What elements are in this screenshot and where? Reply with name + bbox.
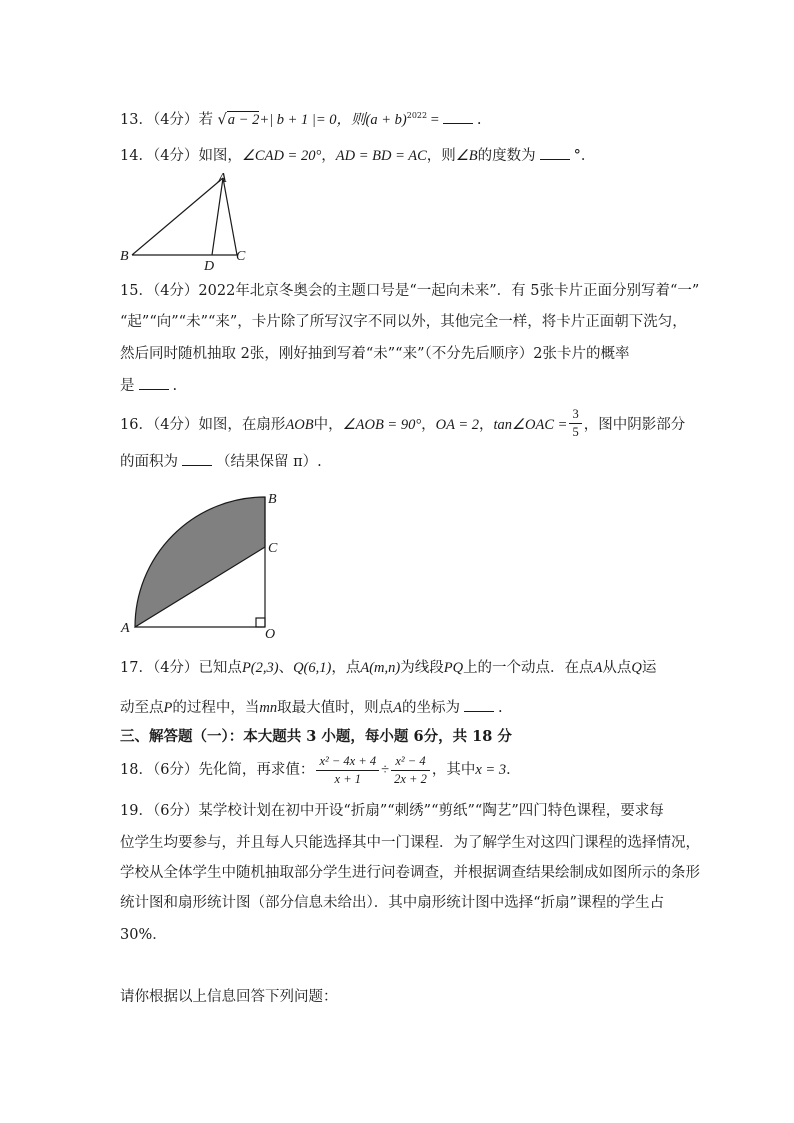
q17-text4: 上的一个动点．在点	[463, 660, 594, 676]
q16-sector: AOB	[285, 417, 314, 433]
sector-figure	[118, 488, 288, 643]
q16-sep2: ，	[479, 417, 494, 433]
q17-line2-b: 的过程中，当	[172, 700, 260, 716]
q18-f2-num: x² − 4	[391, 755, 430, 771]
q18-divide: ÷	[381, 762, 390, 778]
q14-answer-blank[interactable]	[540, 147, 570, 160]
question-19-line-3: 学校从全体学生中随机抽取部分学生进行问卷调查，并根据调查结果绘制成如图所示的条形	[120, 865, 700, 881]
q16-line2-end: （结果保留 π）.	[216, 454, 322, 470]
q17-text: 已知点	[198, 660, 242, 676]
q14-number: 14．（4分）	[120, 148, 199, 164]
q13-text: 若	[198, 112, 213, 128]
q16-tan: tan∠OAC =	[493, 417, 568, 433]
q15-answer-blank[interactable]	[139, 377, 169, 390]
question-15-line-4	[120, 377, 177, 394]
question-16	[120, 407, 686, 440]
q18-fraction-2	[391, 755, 430, 785]
q14-angle-b: ∠B	[455, 148, 478, 164]
question-19-line-5: 30%．	[120, 927, 167, 943]
vertex-a-label: A	[218, 171, 227, 186]
q17-text3: 为线段	[400, 660, 444, 676]
question-19-line-2: 位学生均要参与，并且每人只能选择其中一门课程．为了解学生对这四门课程的选择情况，	[120, 835, 700, 851]
q18-text: 先化简，再求值：	[198, 762, 315, 778]
q16-number: 16．（4分）	[120, 417, 199, 433]
q13-abs: +| b + 1 |= 0，则	[259, 112, 366, 128]
q14-text: 如图，	[198, 148, 242, 164]
q14-text3: 的度数为	[477, 148, 536, 164]
triangle-figure	[118, 168, 258, 273]
section-3-heading: 三、解答题（一）：本大题共 3 小题，每小题 6分，共 18 分	[120, 728, 512, 745]
point-b-label: B	[268, 492, 277, 507]
q17-text6: 运	[641, 660, 657, 676]
q14-equality: AD = BD = AC	[335, 148, 427, 164]
q18-number: 18．（6分）	[120, 762, 199, 778]
shaded-region	[135, 497, 265, 627]
question-16-line-2	[120, 453, 322, 470]
q16-sep: ，	[421, 417, 436, 433]
vertex-d-label: D	[204, 259, 215, 274]
q17-p: P	[163, 700, 173, 716]
side-ac	[223, 178, 237, 255]
q16-oa: OA = 2	[435, 417, 480, 433]
q14-angle: ∠CAD = 20°	[241, 148, 322, 164]
q16-text2: 中，	[313, 417, 343, 433]
point-c-label: C	[268, 541, 278, 556]
q18-f1-num: x² − 4x + 4	[316, 755, 379, 771]
q13-exponent: 2022	[406, 111, 428, 121]
answer-prompt: 请你根据以上信息回答下列问题：	[120, 989, 338, 1005]
q16-frac-den: 5	[572, 424, 579, 439]
q17-line2-a: 动至点	[120, 700, 164, 716]
q17-point-p: P(2,3)	[241, 660, 279, 676]
q17-point-q: Q(6,1)	[293, 660, 332, 676]
q16-text3: ，图中阴影部分	[583, 417, 686, 433]
q17-segment: PQ	[443, 660, 464, 676]
q16-text: 如图，在扇形	[198, 417, 286, 433]
q18-x-value: x = 3	[475, 762, 507, 778]
q16-fraction	[569, 408, 581, 438]
point-o-label: O	[265, 627, 276, 642]
q14-text2: ，则	[426, 148, 456, 164]
q17-a2: A	[393, 700, 402, 716]
q17-q: Q	[631, 660, 642, 676]
q18-fraction-1	[316, 755, 379, 785]
q13-answer-blank[interactable]	[443, 111, 473, 124]
side-ad	[212, 178, 223, 255]
question-15-line-2: “起”“向”“未”“来”，卡片除了所写汉字不同以外，其他完全一样，将卡片正面朝下洗匀，	[120, 314, 687, 330]
question-17	[120, 661, 656, 676]
q16-answer-blank[interactable]	[182, 453, 212, 466]
q17-line2-c: 取最大值时，则点	[277, 700, 394, 716]
q13-eq: =	[427, 112, 439, 128]
vertex-c-label: C	[236, 249, 246, 264]
q14-sep: ，	[321, 148, 336, 164]
q17-end: .	[497, 700, 503, 716]
q18-f1-den: x + 1	[334, 771, 362, 786]
q13-number: 13．（4分）	[120, 112, 199, 128]
q18-text2: ，其中	[431, 762, 476, 778]
q14-end: °．	[573, 148, 596, 164]
question-13: 13．（4分）若 √a − 2+| b + 1 |= 0，则$(a + b)^{2022}$ = .	[120, 111, 482, 128]
q17-answer-blank[interactable]	[464, 699, 494, 712]
q17-sep: 、	[278, 660, 294, 676]
question-18	[120, 755, 521, 785]
side-ab	[132, 178, 223, 255]
q18-end: ．	[506, 762, 521, 778]
q17-number: 17．（4分）	[120, 660, 199, 676]
q16-line2-text: 的面积为	[120, 454, 178, 470]
question-17-line-2	[120, 699, 503, 716]
q17-text2: ，点	[331, 660, 361, 676]
q17-a: A	[593, 660, 603, 676]
q16-angle: ∠AOB = 90°	[342, 417, 422, 433]
point-a-label: A	[121, 621, 130, 636]
vertex-b-label: B	[120, 249, 129, 264]
q15-end: .	[172, 378, 178, 394]
question-14	[120, 147, 595, 164]
q17-point-a: A(m,n)	[360, 660, 401, 676]
q18-f2-den: 2x + 2	[394, 771, 427, 786]
q13-expr: (a + b)	[365, 112, 407, 128]
q15-text: 是	[120, 378, 135, 394]
q13-end: .	[476, 112, 482, 128]
right-angle-mark	[256, 618, 265, 627]
question-19-line-1: 19．（6分）某学校计划在初中开设“折扇”“刺绣”“剪纸”“陶艺”四门特色课程，要求每	[120, 803, 664, 819]
q17-mn: mn	[259, 700, 278, 716]
question-19-line-4: 统计图和扇形统计图（部分信息未给出）．其中扇形统计图中选择“折扇”课程的学生占	[120, 895, 665, 911]
q17-text5: 从点	[602, 660, 632, 676]
question-15-line-3: 然后同时随机抽取 2张，刚好抽到写着“未”“来”（不分先后顺序）2张卡片的概率	[120, 346, 630, 362]
question-15-line-1: 15．（4分）2022年北京冬奥会的主题口号是“一起向未来”．有 5张卡片正面分别写着“一”	[120, 283, 700, 299]
q17-line2-d: 的坐标为	[401, 700, 460, 716]
q16-frac-num: 3	[569, 408, 581, 424]
q13-sqrt: a − 2	[227, 112, 260, 128]
